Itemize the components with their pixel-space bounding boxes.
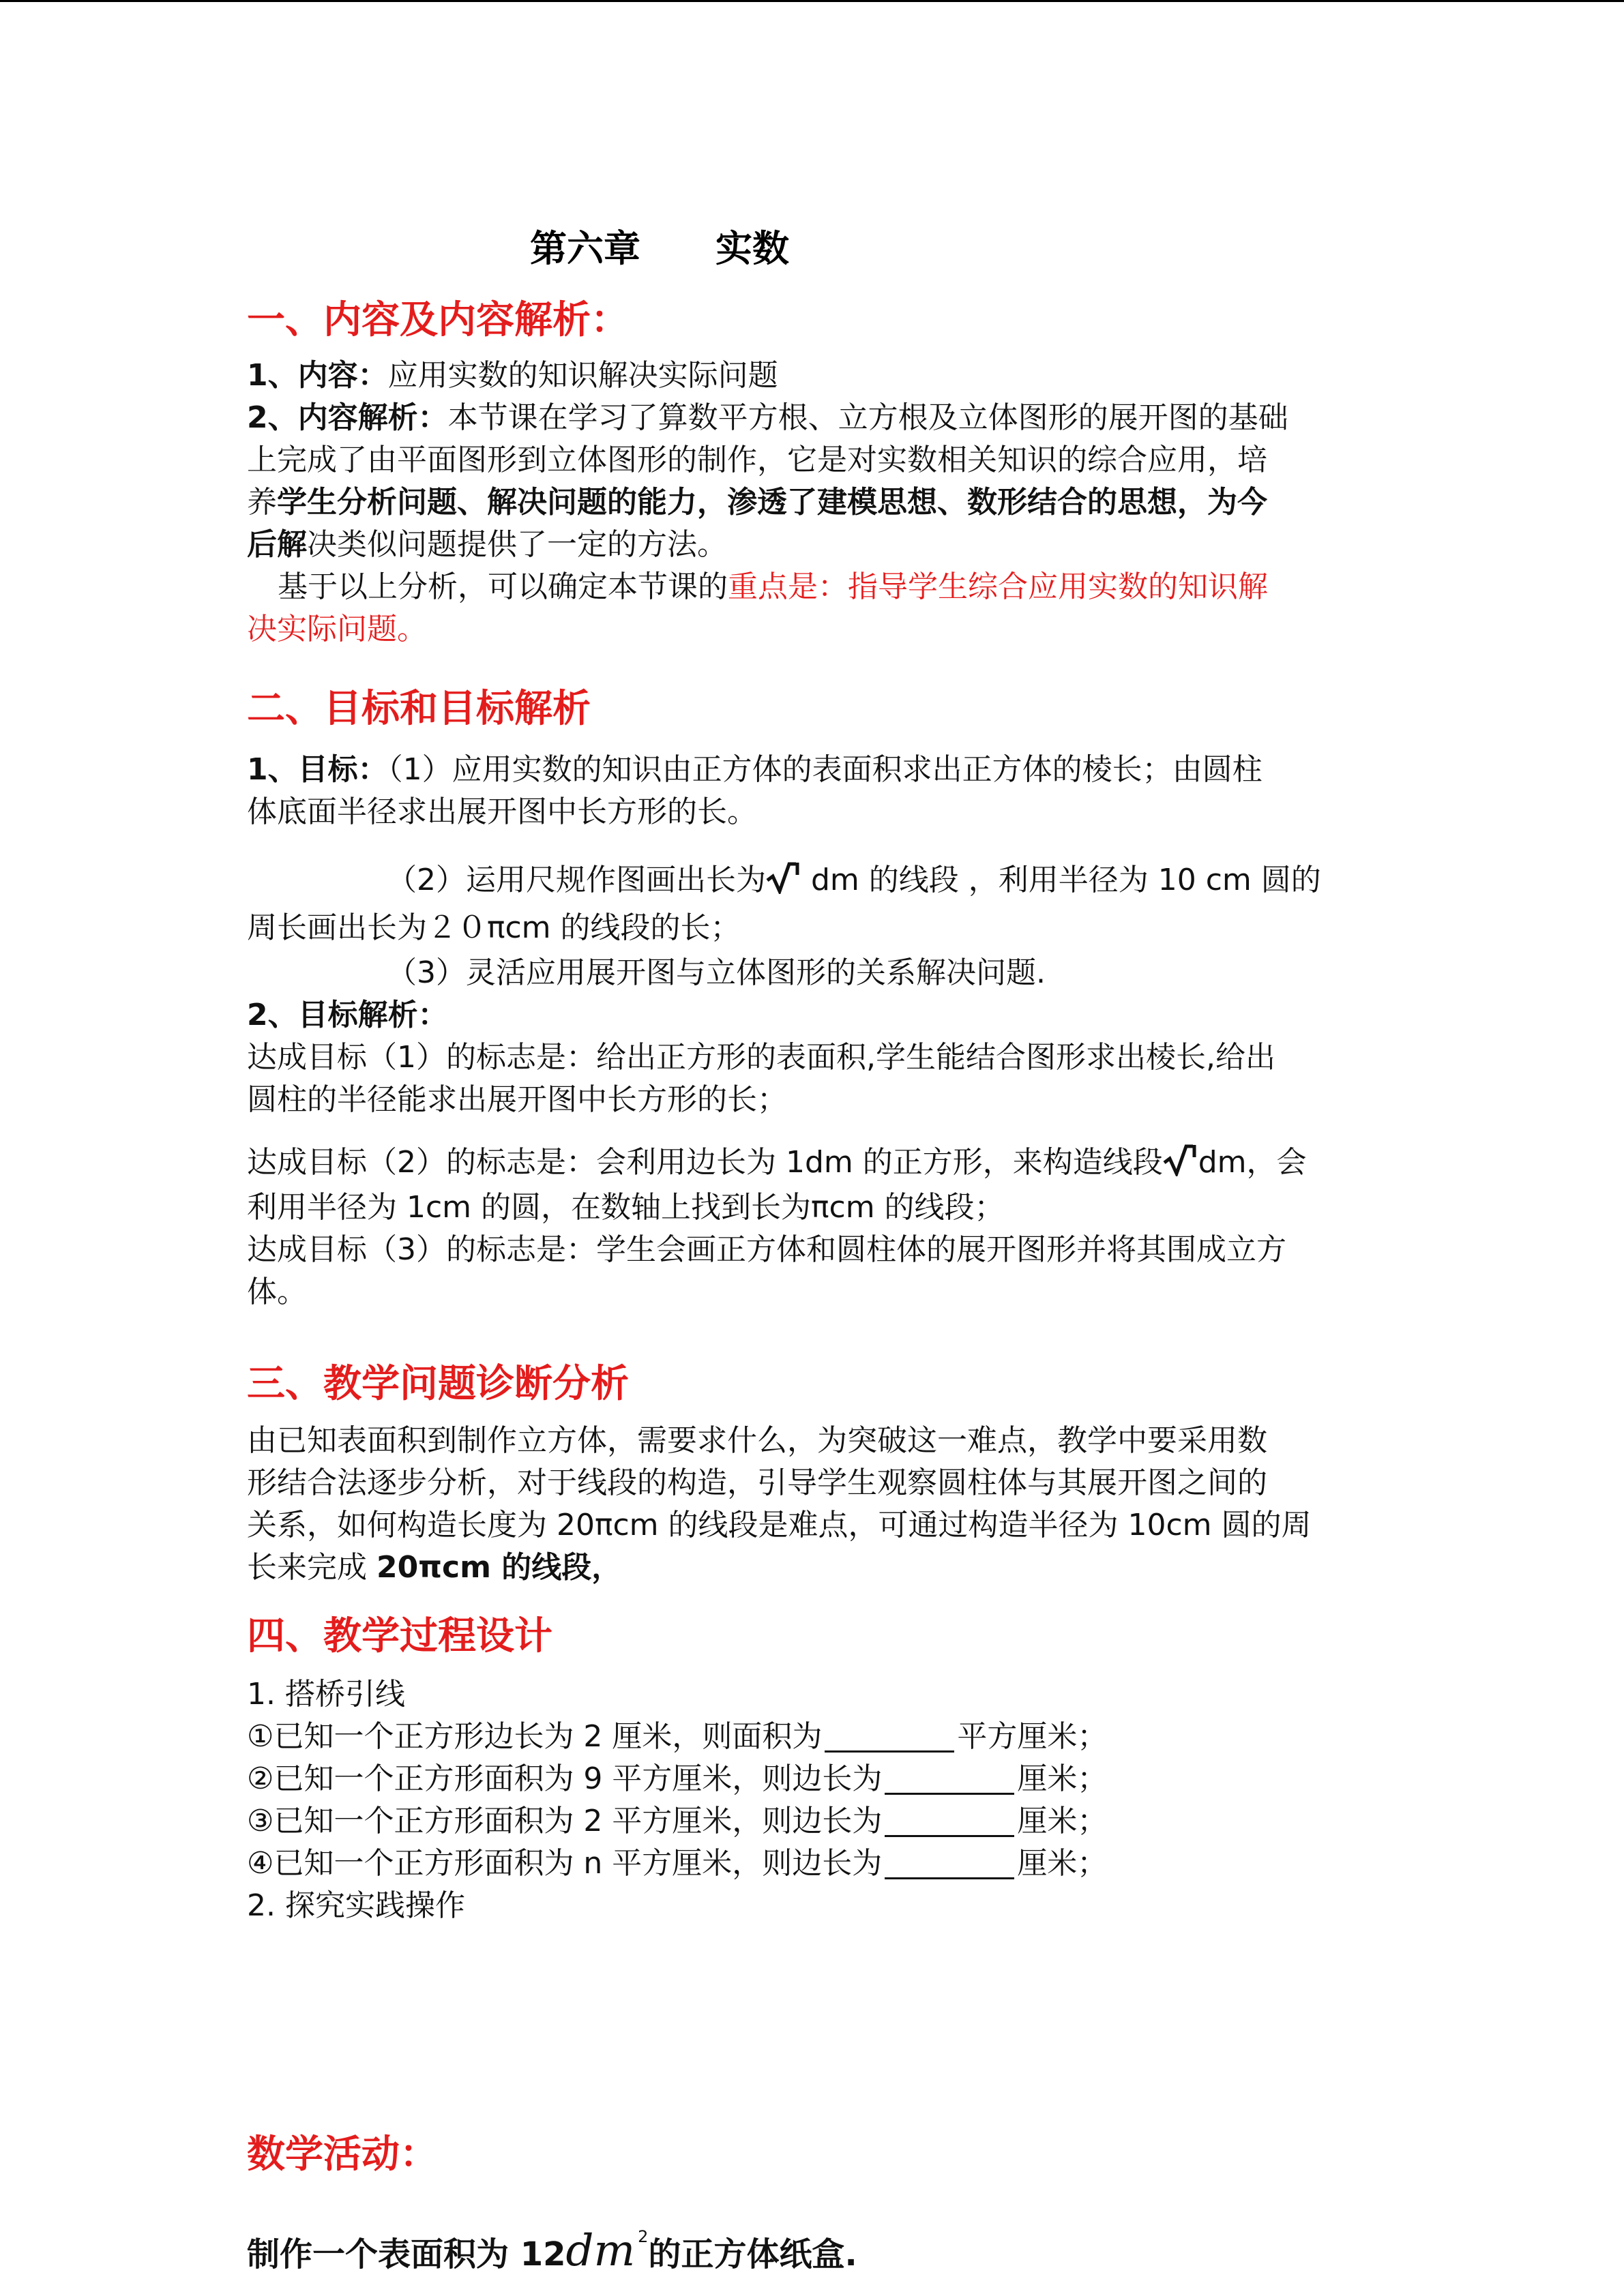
goal-analysis-3-line-2: 体。: [247, 1274, 307, 1309]
question-4-unit: 厘米；: [1017, 1846, 1108, 1881]
goal-2-text-b: dm 的线段 ，利用半径为 10 cm 圆的: [801, 863, 1321, 897]
diagnosis-text-4a: 长来完成: [247, 1550, 377, 1585]
question-3: [247, 1800, 1379, 1843]
analysis-line-1: [247, 397, 1379, 439]
goal-analysis-2-text-b: dm，会: [1198, 1145, 1307, 1180]
section-heading-diagnosis: 三、教学问题诊断分析: [247, 1362, 629, 1406]
analysis-text-4a: 后解: [247, 527, 307, 562]
question-4-text: ④已知一个正方形面积为 n 平方厘米，则边长为: [247, 1846, 883, 1881]
activity-task-text-end: 的正方体纸盒.: [648, 2235, 857, 2273]
diagnosis-line-1: 由已知表面积到制作立方体，需要求什么，为突破这一难点，教学中要采用数: [247, 1423, 1267, 1458]
goal-2-text-a: （2）运用尺规作图画出长为: [387, 863, 766, 897]
page-top-border: [0, 0, 1624, 2]
goal-3-line: （3）灵活应用展开图与立体图形的关系解决问题.: [387, 955, 1046, 990]
answer-blank[interactable]: [885, 1847, 1014, 1879]
goal-analysis-1-line-1: 达成目标（1）的标志是：给出正方形的表面积,学生能结合图形求出棱长,给出: [247, 1040, 1275, 1075]
section-activity: [247, 2128, 1379, 2282]
diagnosis-line-4: [247, 1547, 1379, 1589]
content-text: 应用实数的知识解决实际问题: [387, 358, 778, 393]
question-2: [247, 1758, 1379, 1800]
key-point-line-2: 决实际问题。: [247, 612, 427, 646]
question-2-text: ②已知一个正方形面积为 9 平方厘米，则边长为: [247, 1761, 883, 1796]
step-2-label: 2. 探究实践操作: [247, 1888, 465, 1923]
goal-line-1: [247, 749, 1379, 791]
goal-analysis-3-line-1: 达成目标（3）的标志是：学生会画正方体和圆柱体的展开图形并将其围成立方: [247, 1232, 1286, 1267]
analysis-text-4b: 决类似问题提供了一定的方法。: [307, 527, 727, 562]
question-1: [247, 1716, 1379, 1758]
answer-blank[interactable]: [825, 1720, 954, 1753]
goal-analysis-label: 2、目标解析：: [247, 998, 448, 1032]
step-1-label: 1. 搭桥引线: [247, 1677, 405, 1712]
diagnosis-line-2: 形结合法逐步分析，对于线段的构造，引导学生观察圆柱体与其展开图之间的: [247, 1465, 1267, 1500]
section-heading-process: 四、教学过程设计: [247, 1614, 552, 1658]
question-1-unit: 平方厘米；: [957, 1719, 1108, 1754]
chapter-title: [247, 205, 1379, 280]
question-3-text: ③已知一个正方形面积为 2 平方厘米，则边长为: [247, 1804, 883, 1838]
goal-2-line-2: 周长画出长为２０πcm 的线段的长；: [247, 910, 741, 945]
goal-label: 1、目标：: [247, 752, 388, 787]
activity-task-exponent: 2: [638, 2227, 649, 2246]
question-1-text: ①已知一个正方形边长为 2 厘米，则面积为: [247, 1719, 823, 1754]
answer-blank[interactable]: [885, 1805, 1014, 1837]
goal-1-text: （1）应用实数的知识由正方体的表面积求出正方体的棱长；由圆柱: [387, 752, 1263, 787]
key-point-line-1: [247, 566, 1379, 608]
key-point-prefix: 基于以上分析，可以确定本节课的: [278, 569, 728, 604]
section-heading-goals: 二、目标和目标解析: [247, 687, 591, 731]
activity-task-text: 制作一个表面积为 12: [247, 2235, 566, 2273]
sqrt-icon: [766, 860, 801, 894]
analysis-label: 2、内容解析：: [247, 400, 448, 435]
analysis-text-3b: 学生分析问题、解决问题的能力，渗透了建模思想、数形结合的思想，为今: [277, 485, 1267, 520]
chapter-name: 实数: [715, 227, 789, 270]
sqrt-icon: [1163, 1142, 1198, 1176]
section-heading-activity: 数学活动：: [247, 2132, 438, 2177]
question-2-unit: 厘米；: [1017, 1761, 1108, 1796]
goal-analysis-1-line-2: 圆柱的半径能求出展开图中长方形的长；: [247, 1082, 787, 1117]
goal-line-2: 体底面半径求出展开图中长方形的长。: [247, 794, 757, 829]
analysis-line-3: [247, 481, 1379, 524]
section-process: [247, 1609, 1379, 1927]
analysis-line-4: [247, 524, 1379, 566]
goal-analysis-2-line-1: [247, 1142, 1379, 1184]
content-paragraph: [247, 355, 1379, 397]
activity-task-unit: dm: [565, 2226, 636, 2276]
question-3-unit: 厘米；: [1017, 1804, 1108, 1838]
analysis-text-3a: 养: [247, 485, 277, 520]
analysis-text-1: 本节课在学习了算数平方根、立方根及立体图形的展开图的基础: [447, 400, 1288, 435]
key-point-red-1: 重点是：指导学生综合应用实数的知识解: [728, 569, 1268, 604]
content-label: 1、内容：: [247, 358, 388, 393]
section-content: [247, 293, 1379, 651]
section-goals: [247, 682, 1379, 1313]
section-diagnosis: [247, 1357, 1379, 1589]
activity-task: [247, 2209, 1379, 2282]
goal-analysis-2-line-2: 利用半径为 1cm 的圆，在数轴上找到长为πcm 的线段；: [247, 1190, 1005, 1225]
section-heading-content: 一、内容及内容解析：: [247, 298, 629, 342]
answer-blank[interactable]: [885, 1763, 1014, 1795]
diagnosis-line-3: 关系，如何构造长度为 20πcm 的线段是难点，可通过构造半径为 10cm 圆的周: [247, 1508, 1312, 1542]
question-4: [247, 1843, 1379, 1885]
chapter-number: 第六章: [530, 227, 640, 270]
diagnosis-text-4b: 20πcm 的线段，: [377, 1550, 622, 1585]
analysis-line-2: 上完成了由平面图形到立体图形的制作，它是对实数相关知识的综合应用，培: [247, 443, 1267, 477]
goal-2-line-1: [247, 859, 1379, 901]
goal-analysis-2-text-a: 达成目标（2）的标志是：会利用边长为 1dm 的正方形，来构造线段: [247, 1145, 1163, 1180]
